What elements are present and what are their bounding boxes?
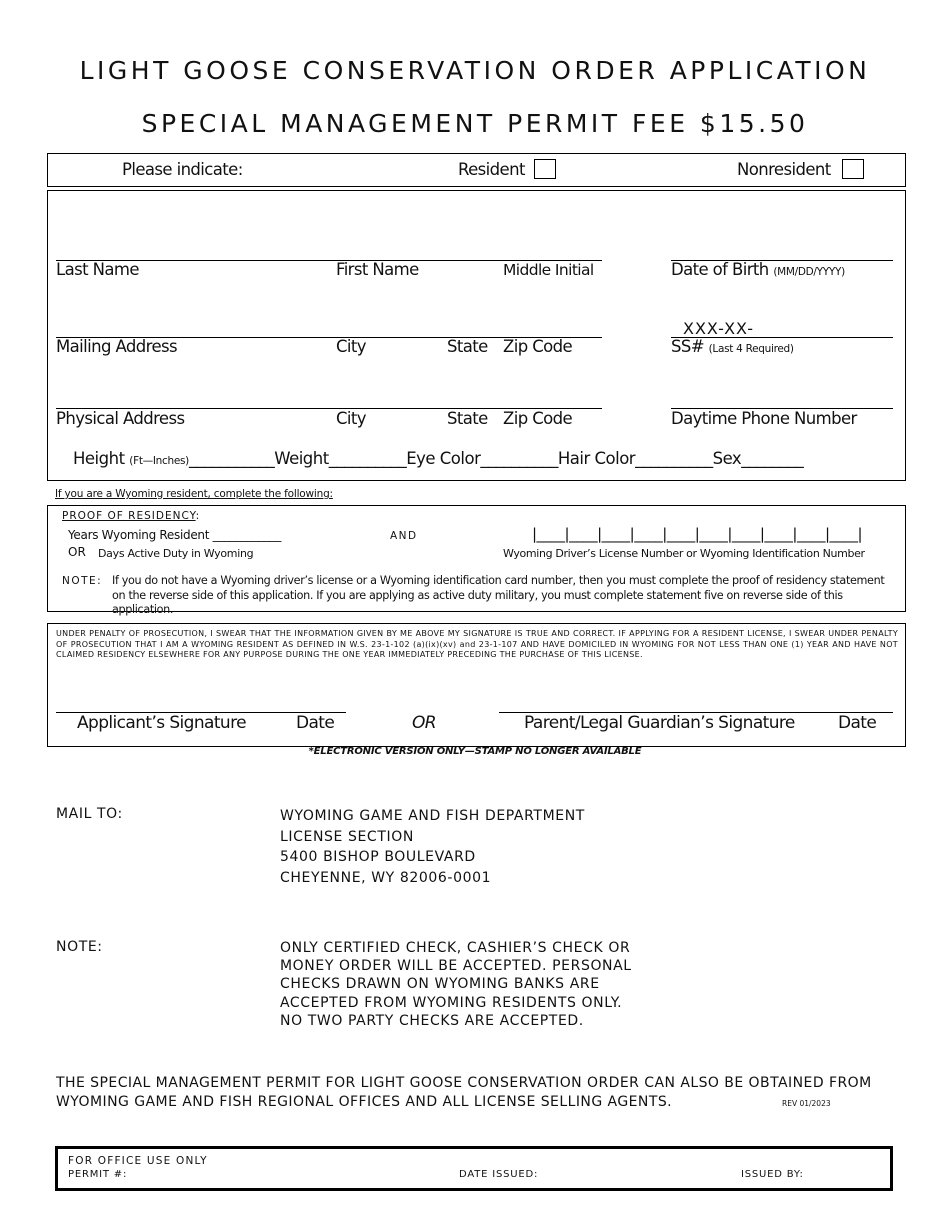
resident-label: Resident (458, 160, 525, 179)
electronic-version-note: *ELECTRONIC VERSION ONLY—STAMP NO LONGER AVAILABLE (308, 746, 642, 757)
applicant-date-label: Date (296, 713, 335, 733)
middle-initial-label: Middle Initial (503, 261, 594, 279)
proof-note-label: NOTE: (62, 575, 103, 587)
office-use-heading: FOR OFFICE USE ONLY (68, 1155, 208, 1167)
oath-signature-box (47, 623, 906, 747)
page-title: LIGHT GOOSE CONSERVATION ORDER APPLICATION (79, 56, 871, 85)
revision-label: REV 01/2023 (782, 1099, 831, 1108)
page-subtitle: SPECIAL MANAGEMENT PERMIT FEE $15.50 (141, 109, 809, 138)
mail-line: LICENSE SECTION (280, 828, 414, 845)
mailing-state-label: State (447, 337, 488, 356)
oath-text: UNDER PENALTY OF PROSECUTION, I SWEAR THAT THE INFORMATION GIVEN BY ME ABOVE MY SIGNATURE IS TRUE AND CORRECT. IF APPLYING FOR A RESIDENT LICENSE, I SWEAR UNDER PENALTY OF PROSECUTION THAT I AM A WYOMING RESIDENT AS DEFINED IN W.S. 23-1-102 (a)(ix)(xv) and 23-1-107 AND HAVE DOMICILED IN WYOMING FOR NOT LESS THAN ONE (1) YEAR AND HAVE NOT CLAIMED RESIDENCY ELSEWHERE FOR ANY PURPOSE DURING THE ONE YEAR IMMEDIATELY PRECEDING THE PURCHASE OF THIS LICENSE. (56, 629, 898, 659)
payment-note-block (280, 939, 632, 1030)
residency-prompt: Please indicate: (122, 160, 243, 179)
permit-number-label: PERMIT #: (68, 1169, 128, 1180)
note-line: ACCEPTED FROM WYOMING RESIDENTS ONLY. (280, 994, 623, 1011)
mailing-address-label: Mailing Address (56, 337, 177, 356)
mailing-city-label: City (336, 337, 366, 356)
guardian-signature-label: Parent/Legal Guardian’s Signature (524, 713, 795, 733)
applicant-signature-label: Applicant’s Signature (77, 713, 246, 733)
mail-address-block (280, 806, 585, 888)
mail-line: CHEYENNE, WY 82006-0001 (280, 869, 492, 886)
ssn-prefill: XXX-XX- (683, 319, 754, 338)
applicant-info-box (47, 190, 906, 481)
physical-zip-label: Zip Code (503, 409, 573, 428)
height-label: Height (73, 449, 125, 468)
resident-checkbox[interactable] (534, 159, 556, 179)
residency-select-box (47, 153, 906, 187)
proof-heading: PROOF OF RESIDENCY: (62, 510, 201, 522)
date-issued-label: DATE ISSUED: (459, 1169, 539, 1180)
availability-statement: THE SPECIAL MANAGEMENT PERMIT FOR LIGHT GOOSE CONSERVATION ORDER CAN ALSO BE OBTAINED FROM WYOMING GAME AND FISH REGIONAL OFFICES AND ALL LICENSE SELLING AGENTS. (56, 1075, 872, 1110)
issued-by-label: ISSUED BY: (741, 1169, 804, 1180)
wyoming-resident-note: If you are a Wyoming resident, complete the following: (55, 488, 333, 500)
wy-id-label: Wyoming Driver’s License Number or Wyoming Identification Number (503, 547, 865, 560)
weight-label: Weight (274, 449, 329, 468)
years-resident-field[interactable]: Years Wyoming Resident ____________ (68, 528, 282, 542)
office-use-box (55, 1146, 893, 1191)
active-duty-label: Days Active Duty in Wyoming (98, 547, 254, 560)
proof-note-text: If you do not have a Wyoming driver’s license or a Wyoming identification card number, then you must complete the proof of residency statement on the reverse side of this application. If you are applying as active duty military, you must complete statement five on reverse side of this application. (112, 574, 885, 616)
guardian-date-label: Date (838, 713, 877, 733)
or-label: OR (68, 545, 86, 559)
physical-traits-row[interactable]: Height (Ft—Inches)___________Weight__________Eye Color__________Hair Color__________Sex________ (73, 449, 804, 468)
eye-color-label: Eye Color (406, 449, 481, 468)
physical-city-label: City (336, 409, 366, 428)
last-name-label: Last Name (56, 260, 139, 279)
ssn-label: SS# (Last 4 Required) (671, 337, 794, 356)
first-name-label: First Name (336, 260, 419, 279)
oath-or-label: OR (412, 713, 436, 733)
note-line: ONLY CERTIFIED CHECK, CASHIER’S CHECK OR (280, 940, 631, 956)
sex-label: Sex (712, 449, 742, 468)
dob-label: Date of Birth (MM/DD/YYYY) (671, 260, 845, 279)
and-label: AND (390, 530, 418, 542)
mail-line: WYOMING GAME AND FISH DEPARTMENT (280, 808, 585, 824)
note-line: CHECKS DRAWN ON WYOMING BANKS ARE (280, 976, 600, 993)
mail-to-label: MAIL TO: (56, 806, 123, 822)
nonresident-checkbox[interactable] (842, 159, 864, 179)
physical-state-label: State (447, 409, 488, 428)
hair-color-label: Hair Color (557, 449, 636, 468)
proof-of-residency-box (47, 505, 906, 616)
payment-note-label: NOTE: (56, 939, 103, 955)
phone-label: Daytime Phone Number (671, 409, 857, 428)
mail-line: 5400 BISHOP BOULEVARD (280, 849, 476, 866)
mailing-zip-label: Zip Code (503, 337, 573, 356)
wy-id-boxes[interactable]: |____|____|____|____|____|____|____|____|____|____| (532, 525, 863, 543)
nonresident-label: Nonresident (737, 160, 831, 179)
note-line: MONEY ORDER WILL BE ACCEPTED. PERSONAL (280, 958, 632, 975)
note-line: NO TWO PARTY CHECKS ARE ACCEPTED. (280, 1012, 584, 1029)
physical-address-label: Physical Address (56, 409, 185, 428)
